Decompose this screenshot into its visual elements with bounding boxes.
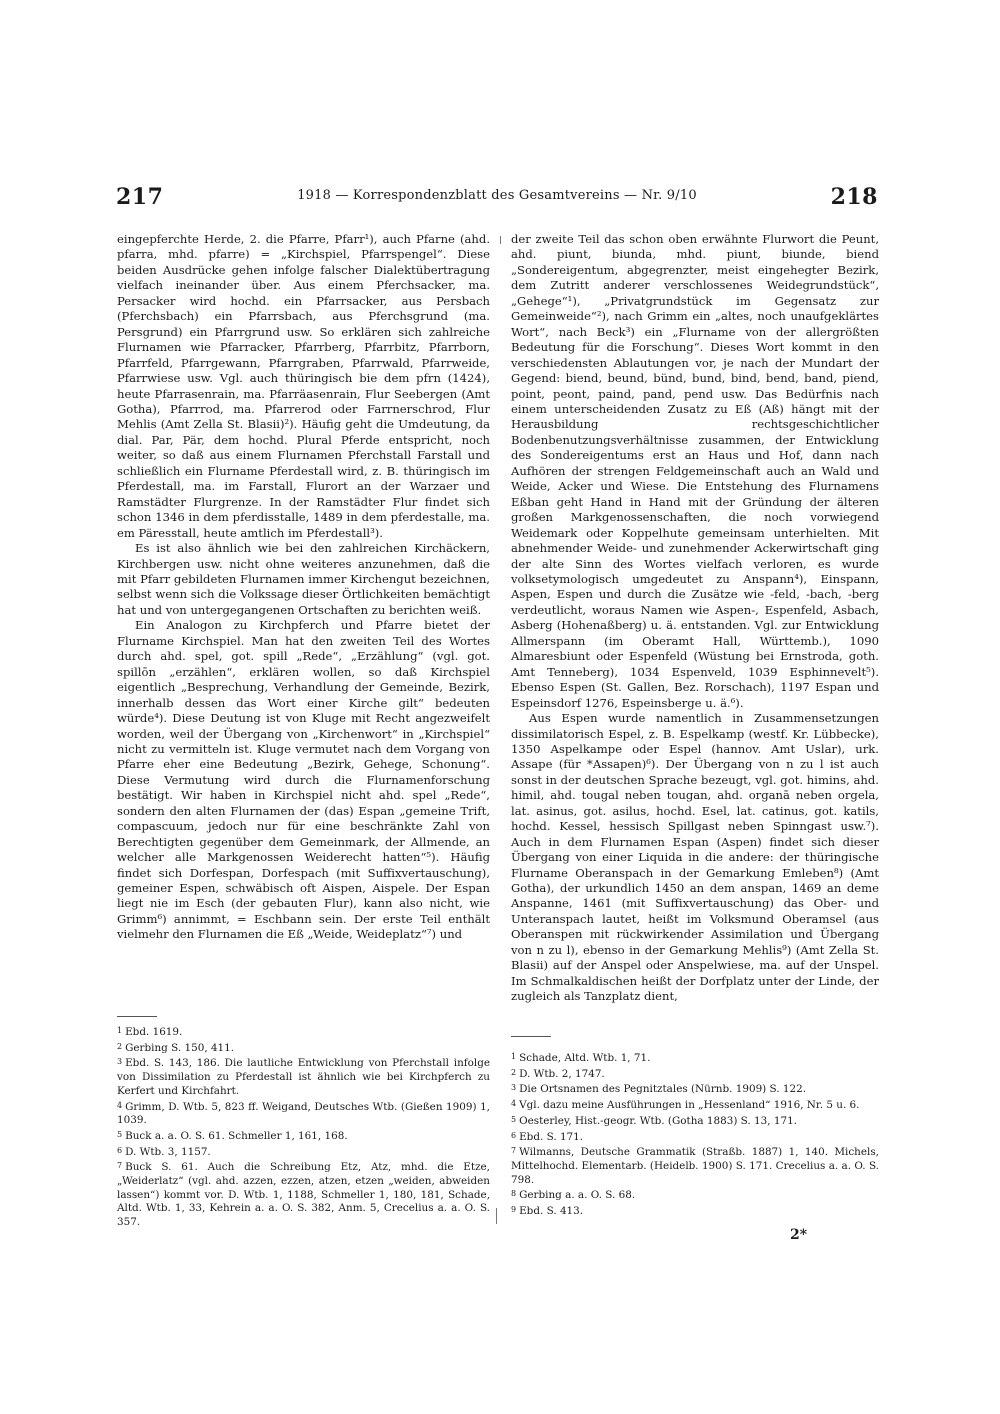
paragraph: eingepferchte Herde, 2. die Pfarre, Pfarr¹), auch Pfarne (ahd. pfarra, mhd. pfarre) = „Kirchspiel, Pfarrspengel“. Diese beiden Ausdrücke gehen infolge falscher Dialektübertragung vielfach ineinander über. Aus einem Pferchsacker, ma. Persacker wird hochd. ein Pfarrsacker, aus Persbach (Pferchsbach) ein Pfarrsbach, aus Pferchsgrund (ma. Persgrund) ein Pfarrgrund usw. So erklären sich zahlreiche Flurnamen wie Pfarracker, Pfarrberg, Pfarrbitz, Pfarrborn, Pfarrfeld, Pfarrgewann, Pfarrgraben, Pfarrwald, Pfarrweide, Pfarrwiese usw. Vgl. auch thüringisch bie dem pfrn (1424), heute Pfarrasenrain, ma. Pfarräasenrain, Flur Seebergen (Amt Gotha), Pfarrrod, ma. Pfarrerod oder Farrnerschrod, Flur Mehlis (Amt Zella St. Blasii)²). Häufig geht die Umdeutung, da dial. Par, Pär, dem hochd. Plural Pferde entspricht, noch weiter, so daß aus einem Flurnamen Pferchstall Farstall und schließlich ein Flurname Pferdestall wird, z. B. thüringisch im Pferdestall, ma. im Farstall, Flurort an der Warzaer und Ramstädter Flurgrenze. In der Ramstädter Flur findet sich schon 1346 in dem pferdisstalle, 1489 in dem pferdestalle, ma. em Päresstall, heute amtlich im Pferdestall³). <box>117 232 490 540</box>
footnote: 5 Oesterley, Hist.-geogr. Wtb. (Gotha 1883) S. 13, 171. <box>511 1114 798 1127</box>
footnote: 1 Ebd. 1619. <box>117 1026 183 1038</box>
footnote: 5 Buck a. a. O. S. 61. Schmeller 1, 161, 168. <box>117 1129 348 1142</box>
footnote-rule <box>511 1036 551 1037</box>
left-column <box>117 232 490 943</box>
footnote-rule <box>117 1016 157 1017</box>
footnote: 1 Schade, Altd. Wtb. 1, 71. <box>511 1052 651 1064</box>
right-footnotes <box>511 1050 879 1219</box>
footnote: 7 Wilmanns, Deutsche Grammatik (Straßb. 1887) 1, 140. Michels, Mittelhochd. Elementarb. (Heidelb. 1900) S. 171. Crecelius a. a. O. S. 798. <box>511 1146 879 1186</box>
footnote: 6 D. Wtb. 3, 1157. <box>117 1145 211 1158</box>
footnote: 4 Grimm, D. Wtb. 5, 823 ff. Weigand, Deutsches Wtb. (Gießen 1909) 1, 1039. <box>117 1100 490 1127</box>
footnote: 4 Vgl. dazu meine Ausführungen in „Hessenland“ 1916, Nr. 5 u. 6. <box>511 1099 860 1112</box>
paragraph: Ein Analogon zu Kirchpferch und Pfarre bietet der Flurname Kirchspiel. Man hat den zweiten Teil des Wortes durch ahd. spel, got. spill „Rede“, „Erzählung“ (vgl. got. spillōn „erzählen“, erklären wollen, so daß Kirchspiel eigentlich „Besprechung, Verhandlung der Gemeinde, Bezirk, innerhalb dessen das Wort einer Kirche gilt“ bedeuten würde⁴). Diese Deutung ist von Kluge mit Recht angezweifelt worden, weil der Übergang von „Kirchenwort“ in „Kirchspiel“ nicht zu vermitteln ist. Kluge vermutet nach dem Vorgang von Pfarre eher eine Bedeutung „Bezirk, Gehege, Schonung“. Diese Vermutung wird durch die Flurnamenforschung bestätigt. Wir haben in Kirchspiel nicht ahd. spel „Rede“, sondern den alten Flurnamen der (das) Espan „gemeine Trift, compascuum, jedoch nur für eine beschränkte Zahl von Berechtigten gegenüber dem Gemeinmark, der Allmende, an welcher alle Markgenossen Weiderecht hatten“⁵). Häufig findet sich Dorfespan, Dorfespach (mit Suffixvertauschung), gemeiner Espen, schwäbisch oft Aispen, Aispele. Der Espan liegt nie im Esch (der gebauten Flur), kann also nicht, wie Grimm⁶) annimmt, = Eschbann sein. Der erste Teil enthält vielmehr den Flurnamen die Eß „Weide, Weideplatz“⁷) und <box>117 618 490 942</box>
left-footnotes <box>117 1024 490 1230</box>
right-page-number: 218 <box>830 184 878 210</box>
footnote: 3 Die Ortsnamen des Pegnitztales (Nürnb. 1909) S. 122. <box>511 1083 807 1096</box>
footnote: 2 Gerbing S. 150, 411. <box>117 1041 235 1054</box>
footnote: 6 Ebd. S. 171. <box>511 1130 584 1143</box>
paragraph: Aus Espen wurde namentlich in Zusammensetzungen dissimilatorisch Espel, z. B. Espelkamp (westf. Kr. Lübbecke), 1350 Aspelkampe oder Espel (hannov. Amt Uslar), urk. Assape (für *Assapen)⁶). Der Übergang von n zu l ist auch sonst in der deutschen Sprache bezeugt, vgl. got. himins, ahd. himil, ahd. tougal neben tougan, ahd. organā neben orgela, lat. asinus, got. asilus, hochd. Esel, lat. catinus, got. katils, hochd. Kessel, hessisch Spillgast neben Spinngast usw.⁷). Auch in dem Flurnamen Espan (Aspen) findet sich dieser Übergang von einer Liquida in die andere: der thüringische Flurname Oberanspach in der Gemarkung Emleben⁸) (Amt Gotha), der urkundlich 1450 an dem anspan, 1469 an deme Anspanne, 1461 (mit Suffixvertauschung) das Ober- und Unteranspach lautet, heißt im Volksmund Oberamsel (aus Oberanspen mit rückwirkender Assimilation und Übergang von n zu l), ebenso in der Gemarkung Mehlis⁹) (Amt Zella St. Blasii) auf der Anspel oder Anspelwiese, ma. auf der Unspel. Im Schmalkaldischen heißt der Dorfplatz unter der Linde, der zugleich als Tanzplatz dient, <box>511 711 879 1004</box>
paragraph: der zweite Teil das schon oben erwähnte Flurwort die Peunt, ahd. piunt, biunda, mhd. piunt, biunde, biend „Sondereigentum, abgegrenzter, meist eingehegter Bezirk, dem Zutritt anderer verschlossenes Weidegrundstück“, „Gehege“¹), „Privatgrundstück im Gegensatz zur Gemeinweide“²), nach Grimm ein „altes, noch unaufgeklärtes Wort“, nach Beck³) ein „Flurname von der allergrößten Bedeutung für die Forschung“. Dieses Wort kommt in den verschiedensten Ablautungen vor, je nach der Mundart der Gegend: biend, beund, bünd, bund, bind, bend, band, piend, point, peont, paind, pand, pend usw. Das Bedürfnis nach einem unterscheidenden Zusatz zu Eß (Aß) hängt mit der Herausbildung rechtsgeschichtlicher Bodenbenutzungsverhältnisse zusammen, der Entwicklung des Sondereigentums erst an Haus und Hof, dann nach Aufhören der strengen Feldgemeinschaft auch an Wald und Weide, Acker und Wiese. Die Entstehung des Flurnamens Eßban geht Hand in Hand mit der Gründung der älteren großen Markgenossenschaften, die noch vorwiegend Weidemark oder Koppelhute gemeinsam unterhielten. Mit abnehmender Weide- und zunehmender Ackerwirtschaft ging der alte Sinn des Wortes vielfach verloren, es wurde volksetymologisch umgedeutet zu Anspann⁴), Einspann, Aspen, Espen und durch die Zusätze wie -feld, -bach, -berg verdeutlicht, woraus Namen wie Aspen-, Espenfeld, Asbach, Asberg (Hohenaßberg) u. ä. entstanden. Vgl. zur Entwicklung Allmerspann (im Oberamt Hall, Württemb.), 1090 Almaresbiunt oder Espenfeld (Wüstung bei Ernstroda, goth. Amt Tenneberg), 1034 Espenveld, 1039 Esphinnevelt⁵). Ebenso Espen (St. Gallen, Bez. Rorschach), 1197 Espan und Espeinsdorf 1276, Espeinsberge u. ä.⁶). <box>511 232 879 710</box>
footnote: 7 Buck S. 61. Auch die Schreibung Etz, Atz, mhd. die Etze, „Weiderlatz“ (vgl. ahd. azzen, ezzen, atzen, etzen „weiden, abweiden lassen“) kommt vor. D. Wtb. 1, 1188, Schmeller 1, 180, 181, Schade, Altd. Wtb. 1, 33, Kehrein a. a. O. S. 382, Anm. 5, Crecelius a. a. O. S. 357. <box>117 1161 490 1229</box>
running-title: 1918 — Korrespondenzblatt des Gesamtvereins — Nr. 9/10 <box>297 188 697 203</box>
footnote: 9 Ebd. S. 413. <box>511 1205 584 1218</box>
left-page-number: 217 <box>116 184 164 210</box>
column-divider-mark <box>500 236 501 244</box>
running-head <box>116 184 878 214</box>
footnote: 8 Gerbing a. a. O. S. 68. <box>511 1189 636 1202</box>
footnote: 3 Ebd. S. 143, 186. Die lautliche Entwicklung von Pferchstall infolge von Dissimilation zu Pferdestall ist ähnlich wie bei Kirchpferch zu Kerfert und Kirchfahrt. <box>117 1057 490 1097</box>
footnote: 2 D. Wtb. 2, 1747. <box>511 1067 605 1080</box>
signature-mark: 2* <box>790 1227 808 1243</box>
paragraph: Es ist also ähnlich wie bei den zahlreichen Kirchäckern, Kirchbergen usw. nicht ohne weiteres anzunehmen, daß die mit Pfarr gebildeten Flurnamen immer Kirchengut bezeichnen, selbst wenn sich die Volkssage dieser Örtlichkeiten bemächtigt hat und von untergegangenen Ortschaften zu berichten weiß. <box>117 541 490 617</box>
column-divider-mark <box>496 1208 497 1224</box>
right-column <box>511 232 879 1005</box>
